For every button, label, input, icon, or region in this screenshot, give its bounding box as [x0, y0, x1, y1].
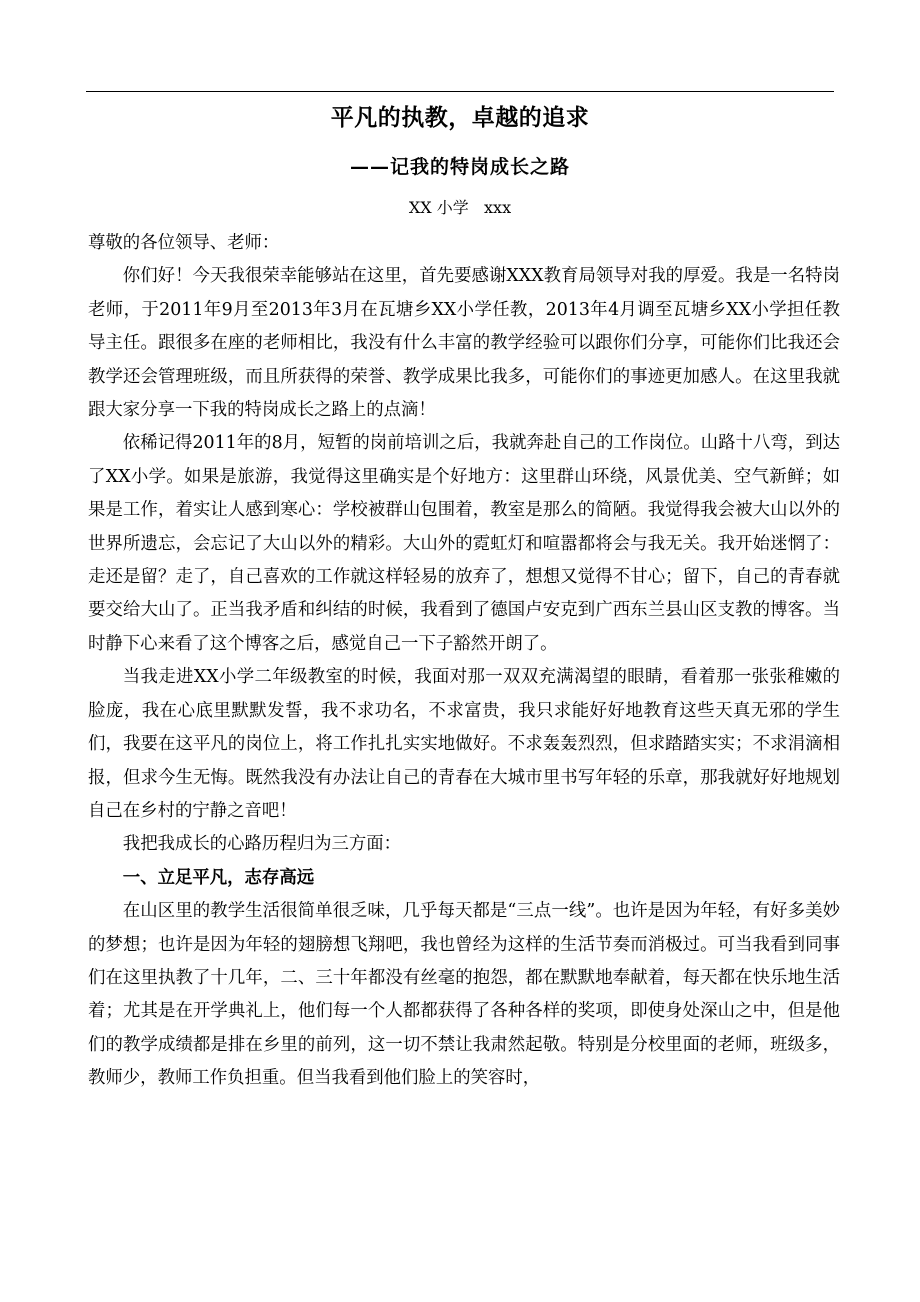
section-heading: 一、立足平凡，志存高远 [122, 867, 315, 888]
header-rule [86, 91, 834, 92]
paragraph: 你们好！今天我很荣幸能够站在这里，首先要感谢XXX教育局领导对我的厚爱。我是一名特岗老师，于2011年9月至2013年3月在瓦塘乡XX小学任教，2013年4月调至瓦塘乡XX小学担任教导主任。跟很多在座的老师相比，我没有什么丰富的教学经验可以跟你们分享，可能你们比我还会教学还会管理班级，而且所获得的荣誉、教学成果比我多，可能你们的事迹更加感人。在这里我就跟大家分享一下我的特岗成长之路上的点滴！ [88, 266, 840, 421]
salutation: 尊敬的各位领导、老师： [88, 233, 280, 253]
document-subtitle: ——记我的特岗成长之路 [349, 156, 570, 178]
paragraph: 当我走进XX小学二年级教室的时候，我面对那一双双充满渴望的眼睛，看着那一张张稚嫩的脸庞，我在心底里默默发誓，我不求功名，不求富贵，我只求能好好地教育这些天真无邪的学生们，我要在这平凡的岗位上，将工作扎扎实实地做好。不求轰轰烈烈，但求踏踏实实；不求涓滴相报，但求今生无悔。既然我没有办法让自己的青春在大城市里书写年轻的乐章，那我就好好地规划自己在乡村的宁静之音吧！ [88, 667, 840, 821]
document-title: 平凡的执教，卓越的追求 [330, 104, 590, 131]
document-body [88, 227, 840, 1096]
paragraph: 依稀记得2011年的8月，短暂的岗前培训之后，我就奔赴自己的工作岗位。山路十八弯，到达了XX小学。如果是旅游，我觉得这里确实是个好地方：这里群山环绕，风景优美、空气新鲜；如果是工作，着实让人感到寒心：学校被群山包围着，教室是那么的简陋。我觉得我会被大山以外的世界所遗忘，会忘记了大山以外的精彩。大山外的霓虹灯和喧嚣都将会与我无关。我开始迷惘了：走还是留？走了，自己喜欢的工作就这样轻易的放弃了，想想又觉得不甘心；留下，自己的青春就要交给大山了。正当我矛盾和纠结的时候，我看到了德国卢安克到广西东兰县山区支教的博客。当时静下心来看了这个博客之后，感觉自己一下子豁然开朗了。 [88, 433, 840, 654]
paragraph: 在山区里的教学生活很简单很乏味，几乎每天都是“三点一线”。也许是因为年轻，有好多美妙的梦想；也许是因为年轻的翅膀想飞翔吧，我也曾经为这样的生活节奏而消极过。可当我看到同事们在这里执教了十几年，二、三十年都没有丝毫的抱怨，都在默默地奉献着，每天都在快乐地生活着；尤其是在开学典礼上，他们每一个人都都获得了各种各样的奖项，即使身处深山之中，但是他们的教学成绩都是排在乡里的前列，这一切不禁让我肃然起敬。特别是分校里面的老师，班级多，教师少，教师工作负担重。但当我看到他们脸上的笑容时， [88, 901, 840, 1089]
author-line: XX 小学 xxx [408, 198, 512, 217]
paragraph: 我把我成长的心路历程归为三方面： [122, 834, 402, 855]
